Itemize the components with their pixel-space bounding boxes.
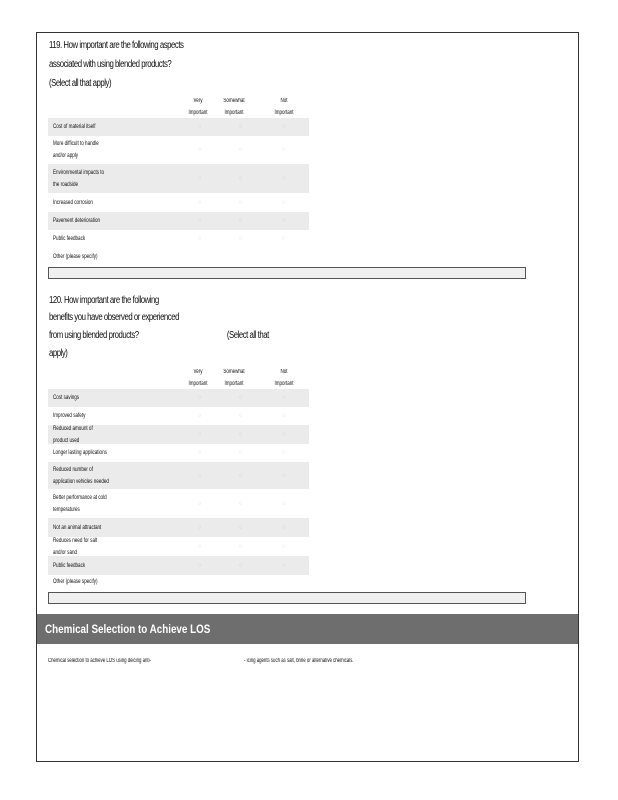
radio-somewhat[interactable]: ◌ (239, 124, 243, 130)
radio-somewhat[interactable]: ◌ (239, 431, 243, 438)
radio-very[interactable]: ◌ (198, 124, 202, 130)
radio-not[interactable]: ◌ (282, 413, 286, 419)
q119-col-somewhat: Somewhat Important (223, 98, 245, 116)
radio-very[interactable]: ◌ (198, 562, 202, 569)
q119-row: Environmental impacts to the roadside ◌ ◌ ◌ (48, 164, 309, 193)
radio-somewhat[interactable]: ◌ (239, 218, 243, 224)
q120-line-1: 120. How important are the following (49, 295, 159, 306)
radio-very[interactable]: ◌ (198, 450, 202, 456)
radio-somewhat[interactable]: ◌ (239, 543, 243, 550)
radio-not[interactable]: ◌ (282, 175, 286, 182)
radio-very[interactable]: ◌ (198, 472, 202, 479)
q119-other-input[interactable] (48, 267, 526, 279)
radio-very[interactable]: ◌ (198, 147, 202, 153)
q120-col-somewhat: Somewhat Important (223, 369, 245, 387)
radio-somewhat[interactable]: ◌ (239, 395, 243, 401)
section-header (37, 614, 578, 644)
radio-not[interactable]: ◌ (282, 124, 286, 130)
radio-not[interactable]: ◌ (282, 431, 286, 438)
radio-very[interactable]: ◌ (198, 543, 202, 550)
q119-row: Public feedback ◌ ◌ ◌ (53, 235, 286, 242)
radio-very[interactable]: ◌ (198, 236, 202, 242)
q119-line-3: (Select all that apply) (49, 78, 112, 89)
q120-row: Reduces need for salt and/or sand ◌ ◌ ◌ (53, 536, 286, 556)
q120-col-not: Not Important (274, 369, 294, 387)
q120-row: Longer lasting applications ◌ ◌ ◌ (53, 449, 286, 456)
radio-very[interactable]: ◌ (198, 500, 202, 507)
section-title: Chemical Selection to Achieve LOS (45, 622, 211, 636)
section-body-left: Chemical selection to achieve LOS using deicing anti- (48, 658, 152, 664)
q120-line-2: benefits you have observed or experienced (49, 312, 179, 323)
radio-somewhat[interactable]: ◌ (239, 147, 243, 153)
q120-row: Better performance at cold temperatures ◌ ◌ ◌ (53, 493, 286, 513)
q120-select-note-2: apply) (49, 348, 68, 359)
radio-very[interactable]: ◌ (198, 199, 202, 206)
radio-very[interactable]: ◌ (198, 431, 202, 438)
radio-somewhat[interactable]: ◌ (239, 472, 243, 479)
q119-row: Pavement deterioration ◌ ◌ ◌ (48, 212, 309, 230)
section-body-right: - icing agents such as salt, brine or alternative chemicals. (244, 658, 354, 664)
radio-somewhat[interactable]: ◌ (239, 236, 243, 242)
radio-somewhat[interactable]: ◌ (239, 175, 243, 182)
q120-select-note: (Select all that (226, 330, 269, 341)
q120-line-3: from using blended products? (49, 330, 139, 341)
radio-very[interactable]: ◌ (198, 413, 202, 419)
q120-row: Public feedback ◌ ◌ ◌ (48, 556, 309, 575)
radio-not[interactable]: ◌ (282, 450, 286, 456)
q120-row: Reduced number of application vehicles needed ◌ ◌ ◌ (48, 462, 309, 489)
q119-col-not: Not Important (274, 98, 294, 116)
radio-not[interactable]: ◌ (282, 472, 286, 479)
radio-somewhat[interactable]: ◌ (239, 199, 243, 206)
radio-very[interactable]: ◌ (198, 524, 202, 531)
q119-other-label: Other (please specify) (53, 253, 98, 260)
radio-somewhat[interactable]: ◌ (239, 524, 243, 531)
radio-somewhat[interactable]: ◌ (239, 562, 243, 569)
radio-not[interactable]: ◌ (282, 218, 286, 224)
q119-row: Increased corrosion ◌ ◌ ◌ (53, 198, 286, 206)
q120-other-input[interactable] (48, 592, 526, 604)
radio-not[interactable]: ◌ (282, 236, 286, 242)
radio-not[interactable]: ◌ (282, 147, 286, 153)
radio-not[interactable]: ◌ (282, 500, 286, 507)
radio-not[interactable]: ◌ (282, 199, 286, 206)
q120-other-label: Other (please specify) (53, 578, 98, 585)
q120-row: Reduced amount of product used ◌ ◌ ◌ (48, 425, 309, 444)
radio-not[interactable]: ◌ (282, 524, 286, 531)
q119-line-1: 119. How important are the following aspects (49, 40, 184, 51)
q119-row: Cost of material itself ◌ ◌ ◌ (48, 118, 309, 136)
radio-somewhat[interactable]: ◌ (239, 500, 243, 507)
radio-not[interactable]: ◌ (282, 562, 286, 569)
radio-very[interactable]: ◌ (198, 175, 202, 182)
radio-not[interactable]: ◌ (282, 395, 286, 401)
q120-row: Not an animal attractant ◌ ◌ ◌ (48, 518, 309, 537)
q120-row: Cost savings ◌ ◌ ◌ (48, 389, 309, 407)
q119-col-very: Very Important (188, 98, 208, 116)
q119-row: More difficult to handle and/or apply ◌ ◌ ◌ (53, 140, 286, 159)
radio-not[interactable]: ◌ (282, 543, 286, 550)
radio-somewhat[interactable]: ◌ (239, 450, 243, 456)
q120-col-very: Very Important (188, 369, 208, 387)
q120-row: Improved safety ◌ ◌ ◌ (53, 412, 286, 419)
q119-line-2: associated with using blended products? (49, 59, 172, 70)
radio-very[interactable]: ◌ (198, 395, 202, 401)
radio-very[interactable]: ◌ (198, 218, 202, 224)
radio-somewhat[interactable]: ◌ (239, 413, 243, 419)
